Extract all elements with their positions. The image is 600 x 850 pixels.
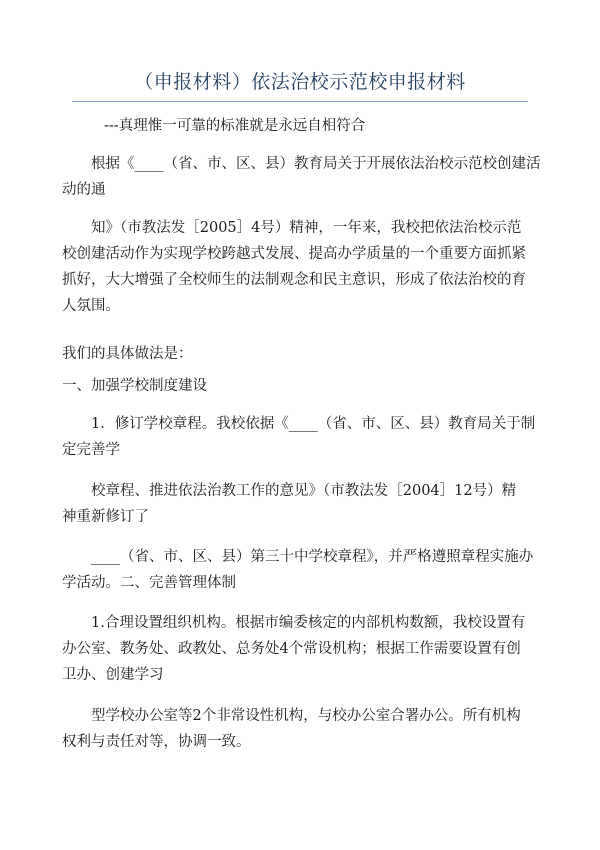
paragraph [62, 215, 538, 319]
text-line: 神重新修订了 [62, 509, 149, 525]
text-line: 校创建活动作为实现学校跨越式发展、提高办学质量的一个重要方面抓紧 [62, 246, 526, 262]
paragraph [62, 610, 538, 688]
text-line: 抓好，大大增强了全校师生的法制观念和民主意识，形成了依法治校的育 [62, 272, 526, 288]
text-line: 1．修订学校章程。我校依据《____（省、市、区、县）教育局关于制 [91, 416, 536, 432]
text-line: 动的通 [62, 182, 106, 198]
text-line: 定完善学 [62, 442, 120, 458]
paragraph [62, 411, 538, 463]
text-line: 一、加强学校制度建设 [62, 378, 207, 394]
text-line: ____（省、市、区、县）第三十中学校章程》，并严格遵照章程实施办 [91, 549, 534, 565]
text-line: 1.合理设置组织机构。根据市编委核定的内部机构数额，我校设置有 [91, 615, 526, 631]
text-line: 型学校办公室等2个非常设性机构，与校办公室合署办公。所有机构 [91, 708, 521, 724]
text-line: 我们的具体做法是： [62, 346, 193, 362]
paragraph [62, 151, 541, 203]
paragraph [62, 703, 538, 755]
paragraph [62, 341, 538, 367]
text-line: 办公室、教务处、政教处、总务处4个常设机构；根据工作需要设置有创 [62, 641, 521, 657]
document-title: （申报材料）依法治校示范校申报材料 [134, 71, 466, 93]
text-line: 校章程、推进依法治教工作的意见》（市教法发［2004］12号）精 [91, 483, 517, 499]
text-line: 知》（市教法发［2005］4号）精神，一年来，我校把依法治校示范 [91, 220, 522, 236]
text-line: ---真理惟一可靠的标准就是永远自相符合 [104, 118, 366, 134]
paragraph [62, 544, 538, 596]
text-line: 学活动。二、完善管理体制 [62, 575, 236, 591]
title-divider [72, 101, 528, 102]
paragraph [62, 478, 538, 530]
text-line: 人氛围。 [62, 298, 120, 314]
section-heading [62, 373, 538, 399]
epigraph [62, 113, 580, 139]
text-line: 根据《____（省、市、区、县）教育局关于开展依法治校示范校创建活 [91, 156, 541, 172]
text-line: 权利与责任对等，协调一致。 [62, 734, 251, 750]
text-line: 卫办、创建学习 [62, 667, 164, 683]
